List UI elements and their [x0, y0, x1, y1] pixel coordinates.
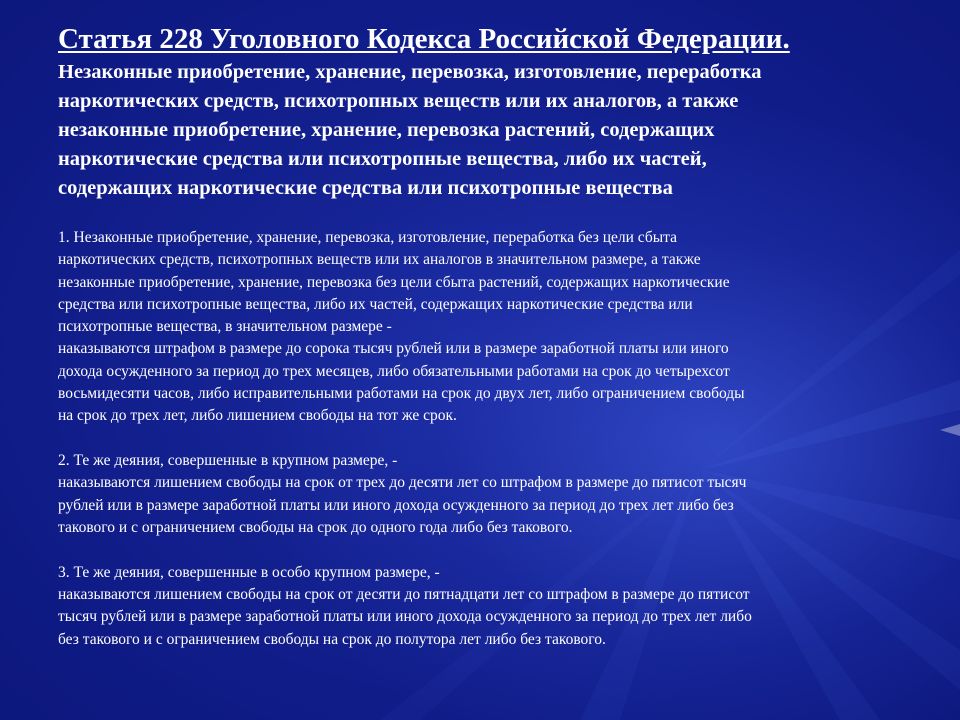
part-line: психотропные вещества, в значительном размере - — [58, 318, 392, 336]
part-line: дохода осужденного за период до трех месяцев, либо обязательными работами на срок до четырехсот — [58, 362, 730, 380]
part-line: тысяч рублей или в размере заработной платы или иного дохода осужденного за период до трех лет либо — [58, 608, 752, 626]
article-title: Статья 228 Уголовного Кодекса Российской Федерации. — [58, 23, 790, 55]
part-line: такового и с ограничением свободы на срок до одного года либо без такового. — [58, 519, 573, 537]
part-line: наказываются лишением свободы на срок от десяти до пятнадцати лет со штрафом в размере до пятисот — [58, 586, 750, 604]
slide-content — [58, 22, 918, 651]
heading-line: содержащих наркотические средства или психотропные вещества — [58, 177, 673, 199]
part-line: восьмидесяти часов, либо исправительными работами на срок до двух лет, либо ограничением свободы — [58, 385, 745, 403]
heading-line: наркотические средства или психотропные вещества, либо их частей, — [58, 148, 707, 170]
part-line: наказываются лишением свободы на срок от трех до десяти лет со штрафом в размере до пятисот тысяч — [58, 474, 747, 492]
part-line: без такового и с ограничением свободы на срок до полутора лет либо без такового. — [58, 630, 606, 648]
article-part-3 — [58, 562, 918, 651]
part-line: 1. Незаконные приобретение, хранение, перевозка, изготовление, переработка без цели сбыта — [58, 229, 678, 246]
part-line: 2. Те же деяния, совершенные в крупном размере, - — [58, 452, 398, 470]
article-heading — [58, 58, 918, 203]
heading-line: Незаконные приобретение, хранение, перевозка, изготовление, переработка — [58, 61, 762, 83]
part-line: наказываются штрафом в размере до сорока тысяч рублей или в размере заработной платы или иного — [58, 340, 729, 358]
article-part-2 — [58, 450, 918, 539]
part-line: наркотических средств, психотропных веществ или их аналогов в значительном размере, а также — [58, 251, 701, 269]
heading-line: наркотических средств, психотропных веществ или их аналогов, а также — [58, 90, 739, 112]
part-line: незаконные приобретение, хранение, перевозка без цели сбыта растений, содержащих наркотические — [58, 273, 730, 291]
part-line: средства или психотропные вещества, либо их частей, содержащих наркотические средства или — [58, 295, 693, 313]
part-line: 3. Те же деяния, совершенные в особо крупном размере, - — [58, 563, 440, 581]
part-line: на срок до трех лет, либо лишением свободы на тот же срок. — [58, 407, 457, 425]
article-part-1 — [58, 227, 918, 428]
heading-line: незаконные приобретение, хранение, перевозка растений, содержащих — [58, 119, 715, 141]
part-line: рублей или в размере заработной платы или иного дохода осужденного за период до трех лет либо без — [58, 496, 734, 514]
